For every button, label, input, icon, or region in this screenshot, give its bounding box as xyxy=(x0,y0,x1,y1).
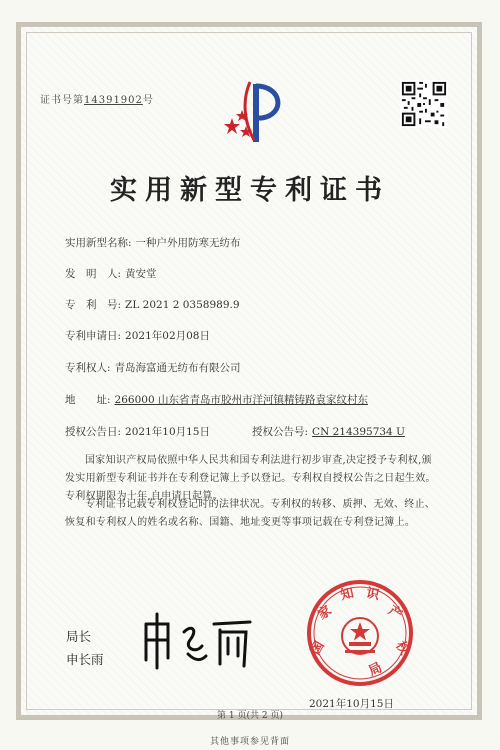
field-label: 发 明 人: xyxy=(65,268,122,280)
field-label: 专利申请日: xyxy=(65,330,122,342)
grant-statement: 国家知识产权局依照中华人民共和国专利法进行初步审查,决定授予专利权,颁发实用新型专利证书并在专利登记簿上予以登记。专利权自授权公告之日起生效。专利权期限为十年,自申请日起算。 xyxy=(65,455,436,502)
svg-text:局: 局 xyxy=(366,660,385,680)
chief-name: 申长雨 xyxy=(66,652,104,667)
field-patentee xyxy=(65,360,241,375)
field-label: 授权公告号: xyxy=(252,426,309,438)
field-label: 实用新型名称: xyxy=(65,237,132,249)
svg-text:国: 国 xyxy=(308,638,328,658)
field-label: 授权公告日: xyxy=(65,426,122,438)
page-title: 实用新型专利证书 xyxy=(110,175,390,206)
field-address xyxy=(65,392,368,407)
svg-text:识: 识 xyxy=(364,585,381,604)
svg-text:权: 权 xyxy=(392,638,412,658)
field-label: 专 利 号: xyxy=(65,299,122,311)
field-value: 一种户外用防寒无纺布 xyxy=(135,237,241,249)
field-announce-date xyxy=(65,424,210,439)
qr-code-icon xyxy=(400,80,448,128)
cert-no-value: 14391902 xyxy=(84,95,143,106)
cnipa-logo-icon xyxy=(212,78,292,148)
field-value: CN 214395734 U xyxy=(312,426,405,438)
field-value: 黄安堂 xyxy=(125,268,157,280)
field-value: 青岛海富通无纺布有限公司 xyxy=(114,362,241,374)
cert-no-label: 证书号第 xyxy=(40,95,84,106)
signature-icon xyxy=(140,610,255,670)
svg-text:家: 家 xyxy=(315,603,335,624)
field-patent-no xyxy=(65,297,240,312)
chief-title: 局长 xyxy=(66,629,92,644)
svg-text:知: 知 xyxy=(339,585,356,604)
official-seal-icon xyxy=(305,578,415,688)
field-value: 2021年02月08日 xyxy=(125,330,210,342)
field-model-name xyxy=(65,235,241,250)
field-value: ZL 2021 2 0358989.9 xyxy=(125,299,240,311)
field-application-date xyxy=(65,328,210,343)
footer-note: 其他事项参见背面 xyxy=(209,737,290,747)
field-announce-no xyxy=(252,424,405,439)
seal-date: 2021年10月15日 xyxy=(309,698,394,710)
certificate-number xyxy=(40,91,154,106)
field-inventor xyxy=(65,266,157,281)
legal-status-statement: 专利证书记载专利权登记时的法律状况。专利权的转移、质押、无效、终止、恢复和专利权人的姓名或名称、国籍、地址变更等事项记载在专利登记簿上。 xyxy=(65,499,436,528)
field-value: 2021年10月15日 xyxy=(125,426,210,438)
field-value: 266000 山东省青岛市胶州市洋河镇精铸路袁家纹村东 xyxy=(114,394,368,406)
field-label: 地 址: xyxy=(65,394,111,406)
svg-text:产: 产 xyxy=(385,603,405,624)
cert-no-suffix: 号 xyxy=(142,95,154,106)
page-number: 第 1 页(共 2 页) xyxy=(217,711,283,721)
field-label: 专利权人: xyxy=(65,362,111,374)
